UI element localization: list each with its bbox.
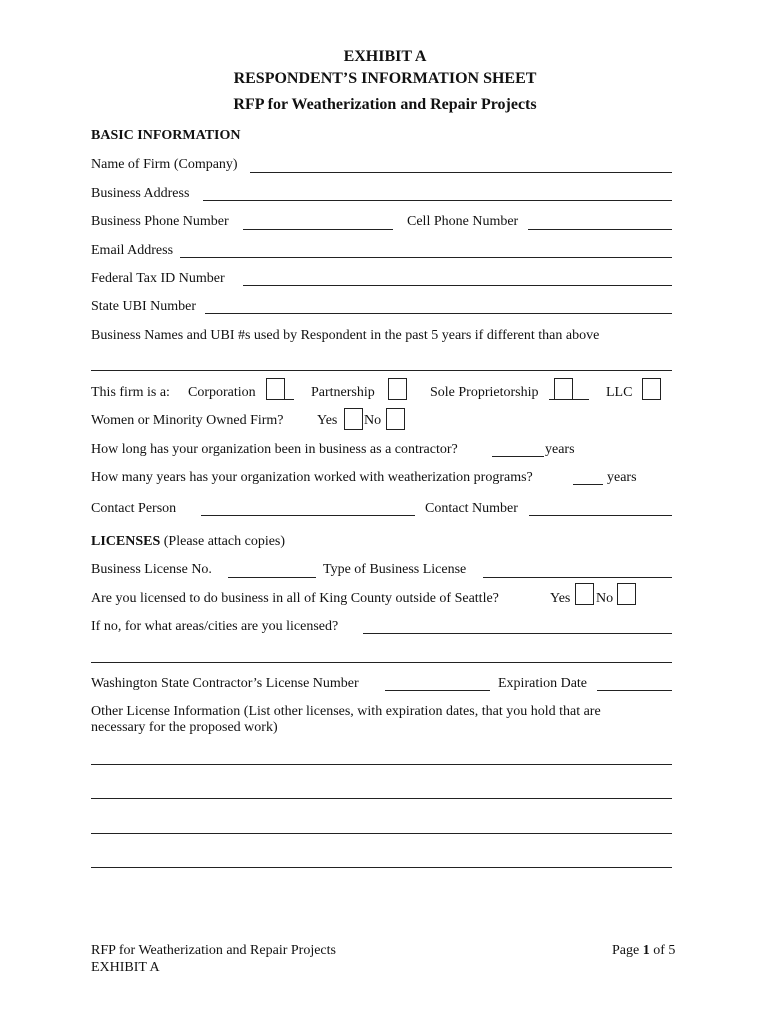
contact-number-field[interactable] bbox=[529, 515, 672, 516]
page-label: Page bbox=[612, 943, 640, 958]
licenses-note: (Please attach copies) bbox=[163, 534, 286, 549]
licenses-heading: LICENSES bbox=[91, 534, 161, 549]
other-license-label-line2: necessary for the proposed work) bbox=[91, 720, 278, 735]
other-license-field-1[interactable] bbox=[91, 764, 672, 765]
if-no-field[interactable] bbox=[363, 633, 672, 634]
footer-exhibit: EXHIBIT A bbox=[91, 960, 160, 975]
years-contractor-unit: years bbox=[545, 442, 575, 457]
email-label: Email Address bbox=[91, 243, 174, 258]
past-names-field[interactable] bbox=[91, 370, 672, 371]
corporation-underline bbox=[285, 399, 294, 400]
cell-phone-label: Cell Phone Number bbox=[407, 214, 519, 229]
rfp-title: RFP for Weatherization and Repair Projects bbox=[233, 96, 537, 113]
expiration-field[interactable] bbox=[597, 690, 672, 691]
women-minority-no-checkbox[interactable] bbox=[386, 408, 405, 430]
ubi-field[interactable] bbox=[205, 313, 672, 314]
years-weatherization-unit: years bbox=[607, 470, 637, 485]
llc-checkbox[interactable] bbox=[642, 378, 661, 400]
business-phone-label: Business Phone Number bbox=[91, 214, 229, 229]
contact-number-label: Contact Number bbox=[425, 501, 518, 516]
business-address-label: Business Address bbox=[91, 186, 190, 201]
contact-person-label: Contact Person bbox=[91, 501, 177, 516]
tax-id-label: Federal Tax ID Number bbox=[91, 271, 225, 286]
sole-prop-underline-right bbox=[573, 399, 589, 400]
king-county-no-label: No bbox=[596, 591, 614, 606]
page-number bbox=[612, 943, 675, 959]
partnership-checkbox[interactable] bbox=[388, 378, 407, 400]
tax-id-field[interactable] bbox=[243, 285, 672, 286]
license-type-label: Type of Business License bbox=[323, 562, 467, 577]
other-license-field-4[interactable] bbox=[91, 867, 672, 868]
cell-phone-field[interactable] bbox=[528, 229, 672, 230]
email-field[interactable] bbox=[180, 257, 672, 258]
firm-name-field[interactable] bbox=[250, 172, 672, 173]
corporation-checkbox[interactable] bbox=[266, 378, 285, 400]
past-names-label: Business Names and UBI #s used by Respondent in the past 5 years if different than above bbox=[91, 328, 600, 343]
sole-prop-label: Sole Proprietorship bbox=[430, 385, 539, 400]
years-weatherization-field[interactable] bbox=[573, 484, 603, 485]
king-county-no-checkbox[interactable] bbox=[617, 583, 636, 605]
expiration-label: Expiration Date bbox=[498, 676, 588, 691]
sole-prop-checkbox[interactable] bbox=[554, 378, 573, 400]
business-license-no-label: Business License No. bbox=[91, 562, 212, 577]
wa-contractor-label: Washington State Contractor’s License Number bbox=[91, 676, 359, 691]
years-contractor-label: How long has your organization been in business as a contractor? bbox=[91, 442, 458, 457]
king-county-yes-label: Yes bbox=[550, 591, 571, 606]
king-county-label: Are you licensed to do business in all of King County outside of Seattle? bbox=[91, 591, 499, 606]
women-minority-no-label: No bbox=[364, 413, 382, 428]
business-license-no-field[interactable] bbox=[228, 577, 316, 578]
footer-rfp-title: RFP for Weatherization and Repair Projects bbox=[91, 943, 336, 958]
partnership-label: Partnership bbox=[311, 385, 375, 400]
if-no-label: If no, for what areas/cities are you licensed? bbox=[91, 619, 339, 634]
women-minority-yes-checkbox[interactable] bbox=[344, 408, 363, 430]
king-county-yes-checkbox[interactable] bbox=[575, 583, 594, 605]
women-minority-label: Women or Minority Owned Firm? bbox=[91, 413, 284, 428]
years-contractor-field[interactable] bbox=[492, 456, 544, 457]
corporation-label: Corporation bbox=[188, 385, 256, 400]
sheet-title: RESPONDENT’S INFORMATION SHEET bbox=[233, 70, 537, 87]
page-current: 1 bbox=[642, 943, 650, 958]
contact-person-field[interactable] bbox=[201, 515, 415, 516]
exhibit-title: EXHIBIT A bbox=[343, 48, 427, 65]
business-address-field[interactable] bbox=[203, 200, 672, 201]
wa-contractor-field[interactable] bbox=[385, 690, 490, 691]
business-phone-field[interactable] bbox=[243, 229, 393, 230]
firm-type-label: This firm is a: bbox=[91, 385, 170, 400]
firm-name-label: Name of Firm (Company) bbox=[91, 157, 238, 172]
license-type-field[interactable] bbox=[483, 577, 672, 578]
other-license-field-3[interactable] bbox=[91, 833, 672, 834]
llc-label: LLC bbox=[606, 385, 633, 400]
other-license-field-2[interactable] bbox=[91, 798, 672, 799]
licenses-heading-row bbox=[91, 534, 285, 550]
women-minority-yes-label: Yes bbox=[317, 413, 338, 428]
other-license-label-line1: Other License Information (List other licenses, with expiration dates, that you hold that are bbox=[91, 704, 601, 719]
ubi-label: State UBI Number bbox=[91, 299, 196, 314]
basic-info-heading: BASIC INFORMATION bbox=[91, 128, 241, 143]
if-no-field-line2[interactable] bbox=[91, 662, 672, 663]
page-total: of 5 bbox=[653, 943, 676, 958]
years-weatherization-label: How many years has your organization worked with weatherization programs? bbox=[91, 470, 533, 485]
